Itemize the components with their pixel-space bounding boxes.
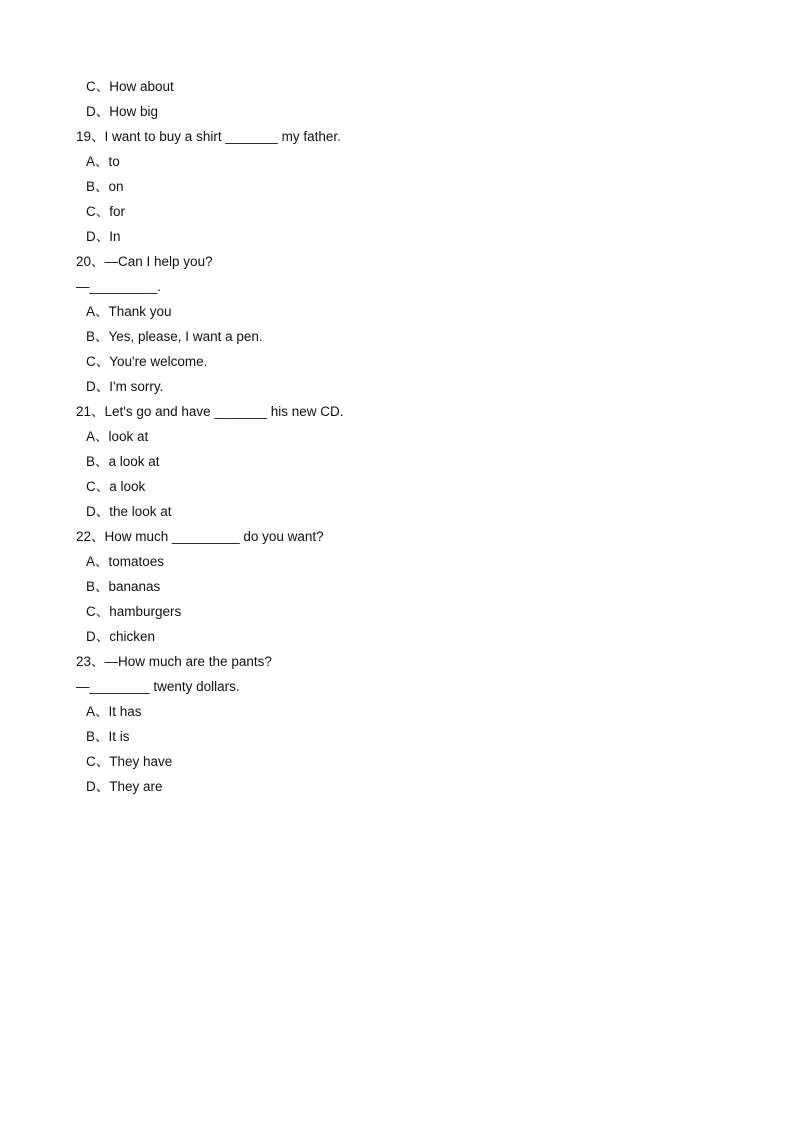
option-line: C、How about [86, 79, 174, 94]
question-list [76, 76, 756, 801]
option-line: D、In [86, 229, 121, 244]
option-line: D、the look at [86, 504, 172, 519]
option-line: D、How big [86, 104, 159, 119]
option-line: D、They are [86, 779, 163, 794]
question-20: 20、—Can I help you? [76, 254, 213, 269]
option-line: C、a look [86, 479, 146, 494]
option-line: A、to [86, 154, 120, 169]
option-line: C、hamburgers [86, 604, 182, 619]
question-21: 21、Let's go and have _______ his new CD. [76, 404, 344, 419]
option-line: A、look at [86, 429, 149, 444]
question-23: 23、—How much are the pants? [76, 654, 272, 669]
option-line: B、It is [86, 729, 130, 744]
option-line: C、You're welcome. [86, 354, 208, 369]
option-line: B、on [86, 179, 124, 194]
option-line: B、Yes, please, I want a pen. [86, 329, 263, 344]
option-line: A、It has [86, 704, 142, 719]
question-19: 19、I want to buy a shirt _______ my father. [76, 129, 341, 144]
option-line: D、I'm sorry. [86, 379, 164, 394]
option-line: B、bananas [86, 579, 161, 594]
option-line: C、for [86, 204, 126, 219]
question-23-answer-blank: —________ twenty dollars. [76, 679, 240, 694]
question-22: 22、How much _________ do you want? [76, 529, 324, 544]
option-line: A、Thank you [86, 304, 172, 319]
option-line: C、They have [86, 754, 173, 769]
option-line: A、tomatoes [86, 554, 165, 569]
option-line: B、a look at [86, 454, 160, 469]
option-line: D、chicken [86, 629, 156, 644]
question-20-answer-blank: —_________. [76, 279, 161, 294]
